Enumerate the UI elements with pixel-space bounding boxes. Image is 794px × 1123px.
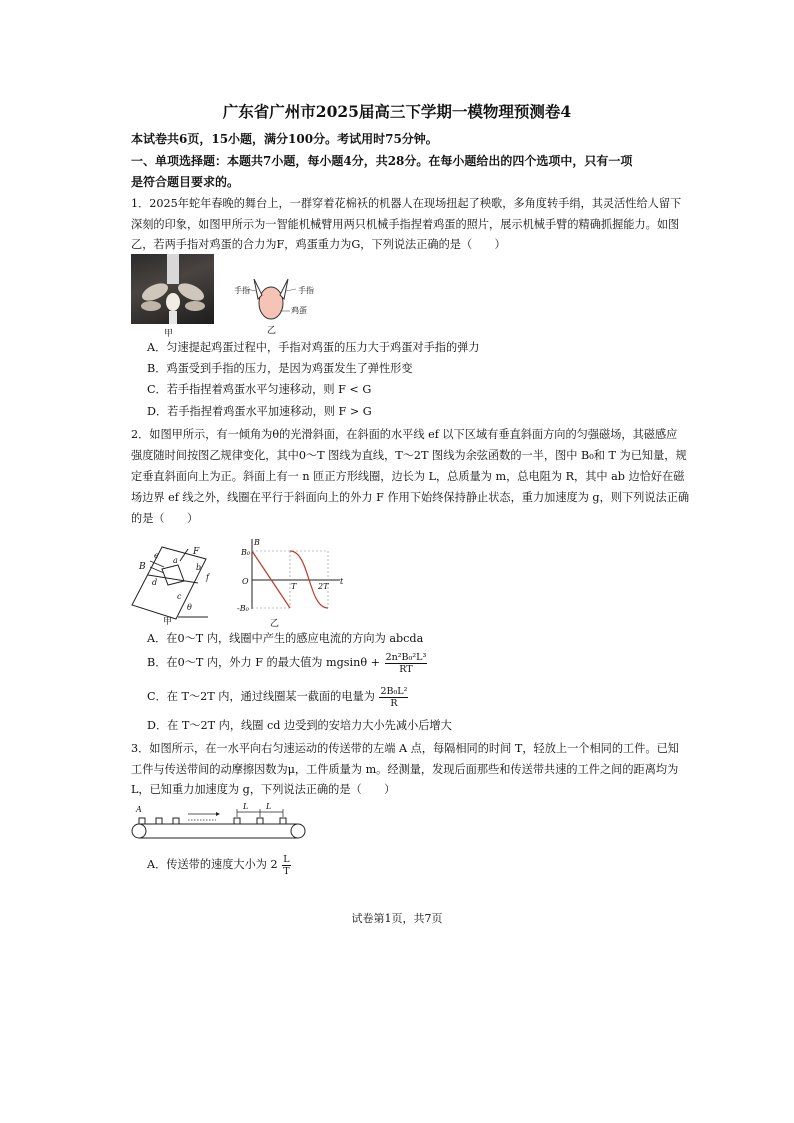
- q3-option-a-text: A．传送带的速度大小为 2: [147, 858, 278, 871]
- incline-diagram: [128, 535, 218, 615]
- label-d: d: [152, 578, 158, 587]
- q3-option-a-den: T: [283, 865, 290, 877]
- q1-figure-jia-label: 甲: [164, 329, 174, 339]
- page-footer: 试卷第1页，共7页: [351, 912, 443, 925]
- label-e: e: [154, 551, 159, 560]
- negB0-label: -B₀: [237, 604, 249, 613]
- q3-option-a: [147, 852, 292, 878]
- q1-stem-line-3: 乙，若两手指对鸡蛋的合力为F，鸡蛋重力为G，下列说法正确的是（ ）: [131, 238, 506, 251]
- label-c: c: [177, 592, 182, 601]
- 2T-tick-label: 2T: [318, 582, 329, 591]
- q2-stem-line-4: 场边界 ef 线之外，线圈在平行于斜面向上的外力 F 作用下始终保持静止状态，重力加速度为 g，则下列说法正确: [131, 491, 690, 504]
- label-b: b: [196, 563, 202, 572]
- q2-option-c-den: R: [390, 697, 398, 709]
- q2-stem-line-5: 的是（ ）: [131, 512, 199, 525]
- exam-intro: 本试卷共6页，15小题，满分100分。考试用时75分钟。: [131, 132, 438, 146]
- q2-option-b-num: 2n²B₀²L³: [385, 651, 427, 663]
- q2-option-c-fraction: [379, 686, 408, 709]
- axis-t-label: t: [340, 577, 344, 586]
- q1-option-d: D．若手指捏着鸡蛋水平加速移动，则 F > G: [147, 405, 372, 418]
- q2-option-a: A．在0～T 内，线圈中产生的感应电流的方向为 abcda: [147, 632, 424, 645]
- q3-stem-line-2: 工件与传送带间的动摩擦因数为μ，工件质量为 m。经测量，发现后面那些和传送带共速的工件之间的距离均为: [131, 763, 679, 776]
- label-F: F: [193, 547, 200, 557]
- egg-label: 鸡蛋: [291, 306, 307, 315]
- q2-option-b: [147, 650, 428, 676]
- q3-stem-line-1: 3．如图所示，在一水平向右匀速运动的传送带的左端 A 点，每隔相同的时间 T，轻放上一个相同的工件。已知: [131, 742, 679, 755]
- label-a: a: [173, 556, 178, 565]
- q1-option-c: C．若手指捏着鸡蛋水平匀速移动，则 F < G: [147, 383, 372, 396]
- T-tick-label: T: [291, 582, 297, 591]
- section-heading-line-2: 是符合题目要求的。: [131, 175, 240, 189]
- finger-right-label: 手指: [298, 286, 314, 295]
- q2-option-c-text: C．在 T～2T 内，通过线圈某一截面的电量为: [147, 690, 375, 703]
- q2-stem-line-3: 定垂直斜面向上为正。斜面上有一 n 匝正方形线圈，边长为 L，总质量为 m，总电阻为 R，其中 ab 边恰好在磁: [131, 470, 685, 483]
- q2-option-b-fraction: [385, 652, 428, 675]
- q3-option-a-num: L: [283, 853, 290, 865]
- q1-stem-line-2: 深刻的印象，如图甲所示为一智能机械臂用两只机械手指捏着鸡蛋的照片，展示机械手臂的精确抓握能力。如图: [131, 218, 680, 231]
- finger-left-label: 手指: [234, 286, 250, 295]
- B0-label: B₀: [241, 548, 251, 557]
- conveyor-belt-diagram: [130, 805, 310, 841]
- q2-stem-line-1: 2．如图甲所示，有一倾角为θ的光滑斜面，在斜面的水平线 ef 以下区域有垂直斜面方向的匀强磁场，其磁感应: [131, 428, 678, 441]
- q2-option-d: D．在 T～2T 内，线圈 cd 边受到的安培力大小先减小后增大: [147, 719, 452, 732]
- origin-label: O: [242, 577, 249, 586]
- q1-figure-yi-label: 乙: [267, 326, 277, 336]
- label-B: B: [139, 562, 146, 572]
- spacing-L2-label: L: [266, 802, 272, 811]
- label-theta: θ: [187, 603, 192, 612]
- point-A-label: A: [136, 805, 142, 814]
- q1-option-a: A．匀速提起鸡蛋过程中，手指对鸡蛋的压力大于鸡蛋对手指的弹力: [147, 341, 480, 354]
- label-f: f: [206, 573, 209, 582]
- q3-stem-line-3: L，已知重力加速度为 g，下列说法正确的是（ ）: [131, 783, 396, 796]
- q2-option-c-num: 2B₀L²: [380, 685, 408, 697]
- q2-figure-jia-label: 甲: [163, 617, 173, 627]
- section-heading-line-1: 一、单项选择题：本题共7小题，每小题4分，共28分。在每小题给出的四个选项中，只有一项: [131, 154, 633, 168]
- q1-stem-line-1: 1．2025年蛇年春晚的舞台上，一群穿着花棉袄的机器人在现场扭起了秧歌，多角度转手绢，其灵活性给人留下: [131, 197, 682, 210]
- robot-hand-photo: [131, 254, 214, 324]
- q3-option-a-fraction: [282, 854, 290, 877]
- q2-option-b-text: B．在0～T 内，外力 F 的最大值为 mgsinθ +: [147, 656, 380, 669]
- robot-hand-drawing: [131, 254, 214, 324]
- q2-stem-line-2: 强度随时间按图乙规律变化，其中0～T 图线为直线，T～2T 图线为余弦函数的一半，图中 B₀和 T 为已知量，规: [131, 449, 687, 462]
- q2-option-b-den: RT: [399, 663, 413, 675]
- q2-figure-yi-label: 乙: [270, 619, 280, 629]
- q1-option-b: B．鸡蛋受到手指的压力，是因为鸡蛋发生了弹性形变: [147, 362, 413, 375]
- q2-option-c: [147, 684, 409, 710]
- spacing-L1-label: L: [243, 802, 249, 811]
- page-title: 广东省广州市2025届高三下学期一模物理预测卷4: [222, 102, 572, 121]
- axis-B-label: B: [254, 538, 260, 547]
